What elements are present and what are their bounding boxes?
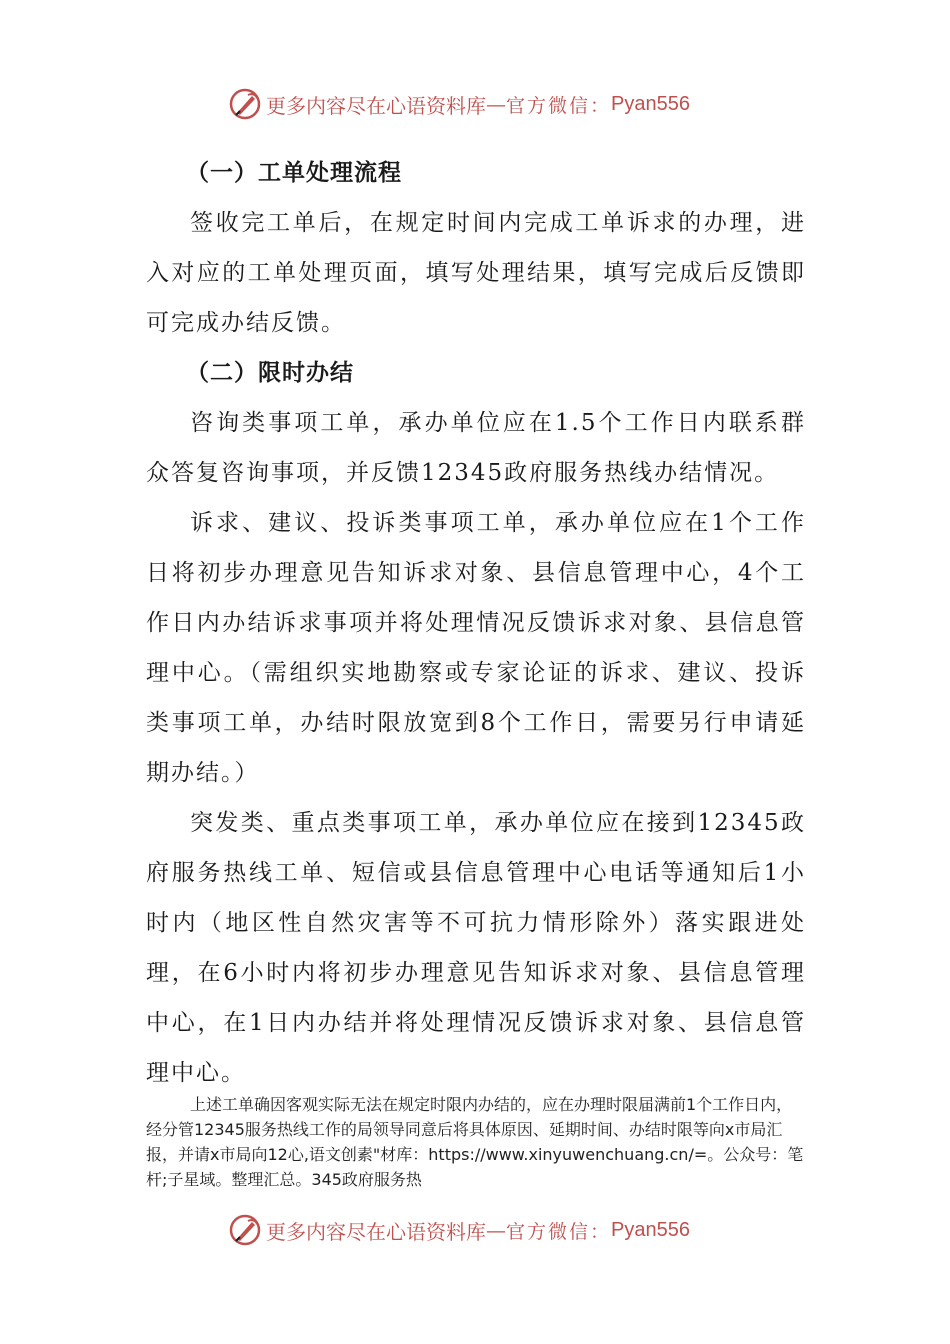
banner-separator: —	[486, 92, 506, 116]
banner-brand: 更多内容尽在心语资料库	[266, 93, 486, 118]
header-banner	[228, 84, 690, 124]
section-heading-1: （一）工单处理流程	[186, 160, 402, 186]
section-heading-2: （二）限时办结	[186, 360, 354, 386]
paragraph-workflow: 签收完工单后，在规定时间内完成工单诉求的办理，进入对应的工单处理页面，填写处理结果，填写完成后反馈即可完成办结反馈。	[146, 210, 806, 336]
paragraph-complaint: 诉求、建议、投诉类事项工单，承办单位应在1个工作日将初步办理意见告知诉求对象、县信息管理中心，4个工作日内办结诉求事项并将处理情况反馈诉求对象、县信息管理中心。（需组织实地勘察或专家论证的诉求、建议、投诉类事项工单，办结时限放宽到8个工作日，需要另行申请延期办结。）	[146, 510, 806, 786]
banner-separator: —	[486, 1218, 506, 1242]
quill-pen-icon	[228, 1213, 262, 1247]
banner-wechat-id: Pyan556	[611, 92, 690, 115]
footnote-text: 上述工单确因客观实际无法在规定时限内办结的，应在办理时限届满前1个工作日内，经分管12345服务热线工作的局领导同意后将具体原因、延期时间、办结时限等向x市局汇报，并请x市局向12心,语文创素"材库：https://www.xinyuwenchuang.cn/=。公众号：笔杆;子星域。整理汇总。345政府服务热	[146, 1095, 804, 1189]
banner-wechat-label: 官方微信：	[506, 94, 612, 117]
paragraph-emergency: 突发类、重点类事项工单，承办单位应在接到12345政府服务热线工单、短信或县信息管理中心电话等通知后1小时内（地区性自然灾害等不可抗力情形除外）落实跟进处理，在6小时内将初步办理意见告知诉求对象、县信息管理中心，在1日内办结并将处理情况反馈诉求对象、县信息管理中心。	[146, 810, 806, 1086]
footer-banner	[228, 1210, 690, 1250]
banner-wechat-label: 官方微信：	[506, 1220, 612, 1243]
quill-pen-icon	[228, 87, 262, 121]
banner-wechat-id: Pyan556	[611, 1218, 690, 1241]
document-body	[146, 148, 806, 1098]
banner-brand: 更多内容尽在心语资料库	[266, 1219, 486, 1244]
paragraph-consult: 咨询类事项工单，承办单位应在1.5个工作日内联系群众答复咨询事项，并反馈12345政府服务热线办结情况。	[146, 410, 806, 486]
